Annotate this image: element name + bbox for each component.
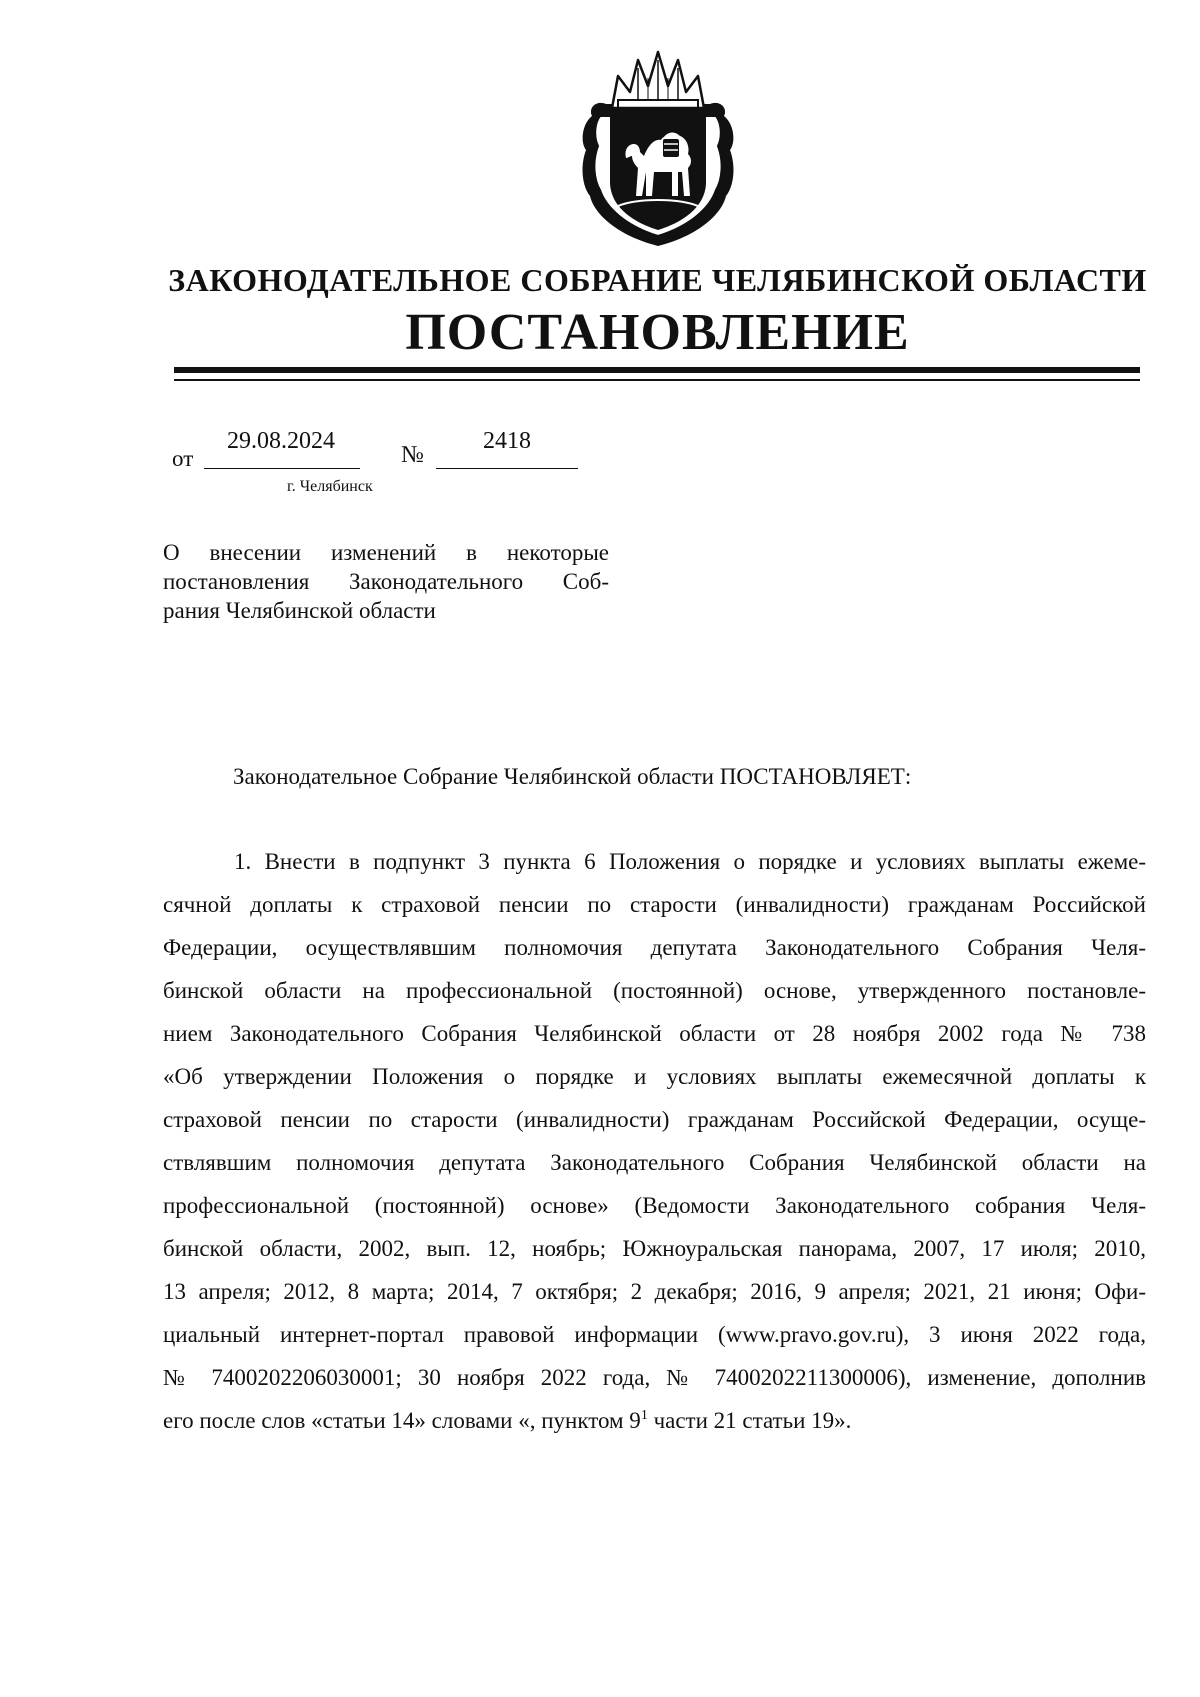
chelyabinsk-coat-of-arms-icon — [578, 46, 738, 248]
body-line: сячной доплаты к страховой пенсии по старости (инвалидности) гражданам Российской — [163, 892, 1146, 917]
resolution-body — [163, 840, 1146, 1442]
header-divider-thick — [174, 367, 1140, 373]
body-line: профессиональной (постоянной) основе» (Ведомости Законодательного собрания Челя- — [163, 1193, 1146, 1218]
date-from-label: от — [172, 446, 194, 471]
body-line: циальный интернет-портал правовой информации (www.pravo.gov.ru), 3 июня 2022 года, — [163, 1322, 1146, 1347]
date-underline — [204, 468, 360, 469]
header-divider-thin — [174, 379, 1140, 381]
superscript-index: 1 — [640, 1408, 648, 1423]
number-label: № — [401, 442, 424, 468]
body-line: № 7400202206030001; 30 ноября 2022 года, № 7400202211300006), изменение, дополнив — [163, 1365, 1146, 1390]
organization-title: ЗАКОНОДАТЕЛЬНОЕ СОБРАНИЕ ЧЕЛЯБИНСКОЙ ОБЛАСТИ — [168, 262, 1147, 298]
body-line: Федерации, осуществлявшим полномочия депутата Законодательного Собрания Челя- — [163, 935, 1146, 960]
final-line-text: его после слов «статьи 14» словами «, пунктом 9 — [163, 1408, 641, 1433]
number-underline — [436, 468, 578, 469]
body-line: страховой пенсии по старости (инвалидности) гражданам Российской Федерации, осуще- — [163, 1107, 1146, 1132]
body-line: бинской области на профессиональной (постоянной) основе, утвержденного постановле- — [163, 978, 1146, 1003]
body-line: ствлявшим полномочия депутата Законодательного Собрания Челябинской области на — [163, 1150, 1146, 1175]
city-label: г. Челябинск — [287, 478, 373, 495]
document-subject — [163, 538, 609, 625]
document-type-title: ПОСТАНОВЛЕНИЕ — [405, 304, 910, 361]
subject-line: постановления Законодательного Соб- — [163, 569, 609, 594]
subject-line: О внесении изменений в некоторые — [163, 540, 609, 565]
final-line-text-end: части 21 статьи 19». — [647, 1408, 852, 1433]
body-line: «Об утверждении Положения о порядке и условиях выплаты ежемесячной доплаты к — [163, 1064, 1146, 1089]
body-line: нием Законодательного Собрания Челябинской области от 28 ноября 2002 года № 738 — [163, 1021, 1146, 1046]
body-line: бинской области, 2002, вып. 12, ноябрь; Южноуральская панорама, 2007, 17 июля; 2010, — [163, 1236, 1146, 1261]
subject-line: рания Челябинской области — [163, 598, 436, 623]
resolution-preamble: Законодательное Собрание Челябинской области ПОСТАНОВЛЯЕТ: — [233, 764, 912, 789]
body-line-final — [163, 1399, 1146, 1442]
body-line: 13 апреля; 2012, 8 марта; 2014, 7 октября; 2 декабря; 2016, 9 апреля; 2021, 21 июня; Офи- — [163, 1279, 1146, 1304]
document-date: 29.08.2024 — [227, 428, 335, 454]
body-line: 1. Внести в подпункт 3 пункта 6 Положения о порядке и условиях выплаты ежеме- — [234, 849, 1146, 874]
document-number: 2418 — [483, 428, 531, 454]
